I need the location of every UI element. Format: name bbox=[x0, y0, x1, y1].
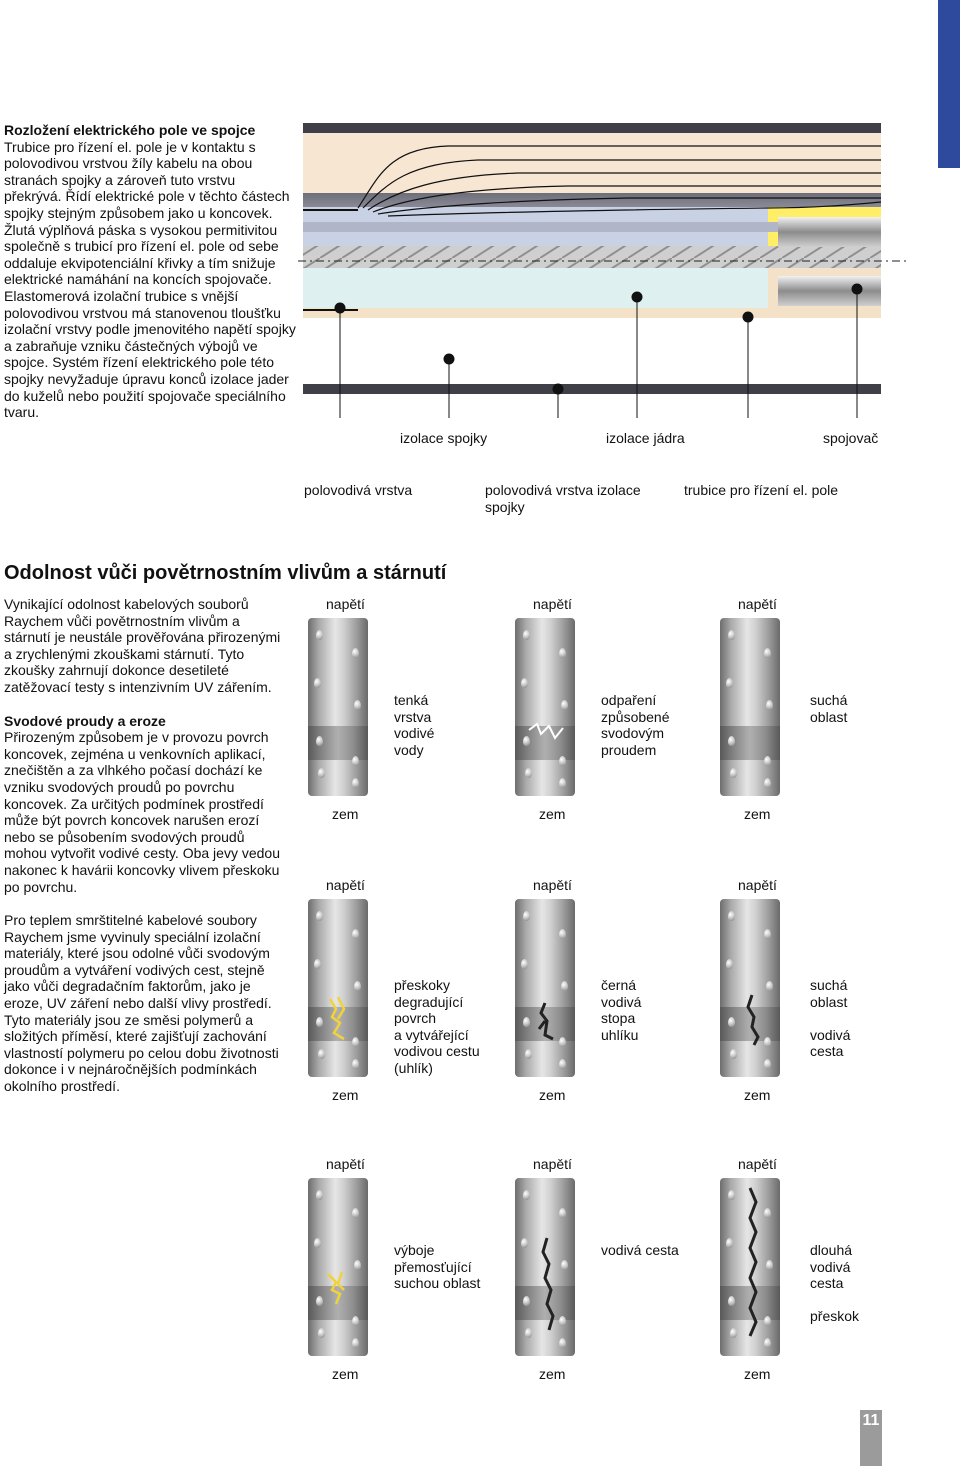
ground-label: zem bbox=[539, 806, 566, 822]
damage-mark bbox=[308, 1178, 368, 1356]
insulator-rod bbox=[515, 1178, 575, 1356]
water-droplet bbox=[726, 678, 733, 688]
damage-mark bbox=[515, 1178, 575, 1356]
label-core-insulation: izolace jádra bbox=[606, 430, 685, 446]
bottom-band bbox=[303, 384, 881, 394]
ground-label: zem bbox=[539, 1087, 566, 1103]
paragraph-tracking: Přirozeným způsobem je v provozu povrch koncovek, zejména u venkovních aplikací, znečištěn a za vlhkého počasí dochází ke vzniku svodových proudů po povrchu koncovek. Za určitých podmínek prostředí může být povrch koncovek narušen erozí nebo se působením svodových proudů mohou vytvořit vodivé cesty. Oba jevy vedou nakonec k havárii koncovky vlivem přeskoku po povrchu. bbox=[4, 729, 280, 895]
conductor bbox=[303, 246, 881, 268]
insulator-rod bbox=[515, 618, 575, 796]
damage-mark bbox=[720, 1178, 780, 1356]
water-droplet bbox=[352, 756, 359, 766]
section-heading: Odolnost vůči povětrnostním vlivům a stárnutí bbox=[4, 562, 447, 584]
insulator-rod bbox=[720, 618, 780, 796]
ground-label: zem bbox=[332, 806, 359, 822]
water-droplet bbox=[728, 736, 735, 746]
joint-semiconductive-inner bbox=[303, 193, 881, 207]
ground-label: zem bbox=[332, 1087, 359, 1103]
ground-label: zem bbox=[744, 1366, 771, 1382]
label-stress-control-tube: trubice pro řízení el. pole bbox=[684, 482, 839, 498]
tracking-erosion-title: Svodové proudy a eroze bbox=[4, 712, 166, 729]
water-droplet bbox=[764, 778, 771, 788]
voltage-label: napětí bbox=[326, 596, 365, 612]
water-droplet bbox=[354, 700, 361, 710]
water-droplet bbox=[728, 630, 735, 640]
ground-label: zem bbox=[744, 1087, 771, 1103]
water-droplet bbox=[766, 700, 773, 710]
water-droplet bbox=[318, 768, 325, 778]
label-semiconductive-layer: polovodivá vrstva bbox=[304, 482, 413, 498]
paragraph-weathering: Vynikající odolnost kabelových souborů Raychem vůči povětrnostním vlivům a stárnutí je neustále prověřována přirozenými a zrychlenými zkouškami stárnutí. Tyto zkoušky zahrnují dokonce desetileté zatěžovací testy s intenzivním UV zářením. bbox=[4, 596, 281, 695]
ground-label: zem bbox=[744, 806, 771, 822]
connector bbox=[778, 217, 881, 247]
phenomenon-label: přeskoky degradující povrch a vytvářející vodivou cestu (uhlík) bbox=[394, 977, 480, 1076]
blue-corner-tab bbox=[938, 0, 960, 168]
phenomenon-label: vodivá cesta bbox=[601, 1242, 679, 1258]
damage-mark bbox=[308, 899, 368, 1077]
voltage-label: napětí bbox=[326, 1156, 365, 1172]
phenomenon-label: černá vodivá stopa uhlíku bbox=[601, 977, 642, 1043]
label-connector: spojovač bbox=[823, 430, 879, 446]
voltage-label: napětí bbox=[533, 1156, 572, 1172]
outer-semiconductive-layer bbox=[303, 123, 881, 133]
water-droplet bbox=[764, 648, 771, 658]
ground-label: zem bbox=[539, 1366, 566, 1382]
insulator-rod bbox=[308, 1178, 368, 1356]
phenomenon-label: odpaření způsobené svodovým proudem bbox=[601, 692, 670, 758]
phenomenon-label: tenká vrstva vodivé vody bbox=[394, 692, 435, 758]
paragraph-materials: Pro teplem smrštitelné kabelové soubory Raychem jsme vyvinuly speciální izolační materiály, které jsou odolné vůči svodovým proudům a vytváření vodivých cest, stejně jako vůči degradačním faktorům, jako je eroze, UV záření nebo další vlivy prostředí. Tyto materiály jsou ze směsi polymerů a složitých příměsí, které zajišťují zachování vlastností polymeru po celou dobu životnosti dokonce i v nejnáročnějších podmínkách okolního prostředí. bbox=[4, 912, 279, 1095]
damage-mark bbox=[720, 899, 780, 1077]
intro-text bbox=[4, 122, 296, 421]
voltage-label: napětí bbox=[533, 596, 572, 612]
water-droplet bbox=[314, 678, 321, 688]
water-droplet bbox=[316, 736, 323, 746]
intro-body: Trubice pro řízení el. pole je v kontaktu s polovodivou vrstvou žíly kabelu na obou stranách spojky a zároveň tuto vrstvu překrývá. Řídí elektrické pole v těchto částech spojky stejným způsobem jako u koncovek. Žlutá výplňová páska s vysokou permitivitou společně s trubicí pro řízení el. pole od sebe oddaluje ekvipotenciální křivky a tím snižuje elektrické namáhání na koncích spojovače. Elastomerová izolační trubice s vnější polovodivou vrstvou má stanovenou tloušťku izolační vrstvy podle jmenovitého napětí spojky a zabraňuje vzniku částečných výbojů ve spojce. Systém řízení elektrického pole této spojky nevyžaduje úpravu konců izolace jader do kuželů nebo použití spojovače speciálního tvaru. bbox=[4, 138, 296, 421]
label-joint-semiconductive-layer: polovodivá vrstva izolace spojky bbox=[485, 482, 641, 515]
insulator-rod bbox=[720, 1178, 780, 1356]
phenomenon-label: suchá oblast bbox=[810, 692, 848, 725]
intro-title: Rozložení elektrického pole ve spojce bbox=[4, 122, 256, 138]
voltage-label: napětí bbox=[533, 877, 572, 893]
joint-cross-section-diagram bbox=[298, 118, 910, 418]
left-column-text bbox=[4, 596, 286, 1112]
damage-mark bbox=[515, 618, 575, 796]
water-droplet bbox=[316, 630, 323, 640]
water-droplet bbox=[352, 778, 359, 788]
insulator-rod bbox=[515, 899, 575, 1077]
label-joint-insulation: izolace spojky bbox=[400, 430, 488, 446]
insulator-rod bbox=[308, 618, 368, 796]
voltage-label: napětí bbox=[326, 877, 365, 893]
voltage-label: napětí bbox=[738, 1156, 777, 1172]
phenomenon-label: výboje přemosťující suchou oblast bbox=[394, 1242, 481, 1292]
ground-label: zem bbox=[332, 1366, 359, 1382]
water-droplet bbox=[764, 756, 771, 766]
phenomenon-label: suchá oblast vodivá cesta bbox=[810, 977, 851, 1060]
phenomenon-label: dlouhá vodivá cesta přeskok bbox=[810, 1242, 860, 1325]
voltage-label: napětí bbox=[738, 877, 777, 893]
page-number: 11 bbox=[860, 1410, 882, 1466]
voltage-label: napětí bbox=[738, 596, 777, 612]
damage-mark bbox=[515, 899, 575, 1077]
insulator-rod bbox=[308, 899, 368, 1077]
water-droplet bbox=[352, 648, 359, 658]
insulator-rod bbox=[720, 899, 780, 1077]
water-droplet bbox=[730, 768, 737, 778]
